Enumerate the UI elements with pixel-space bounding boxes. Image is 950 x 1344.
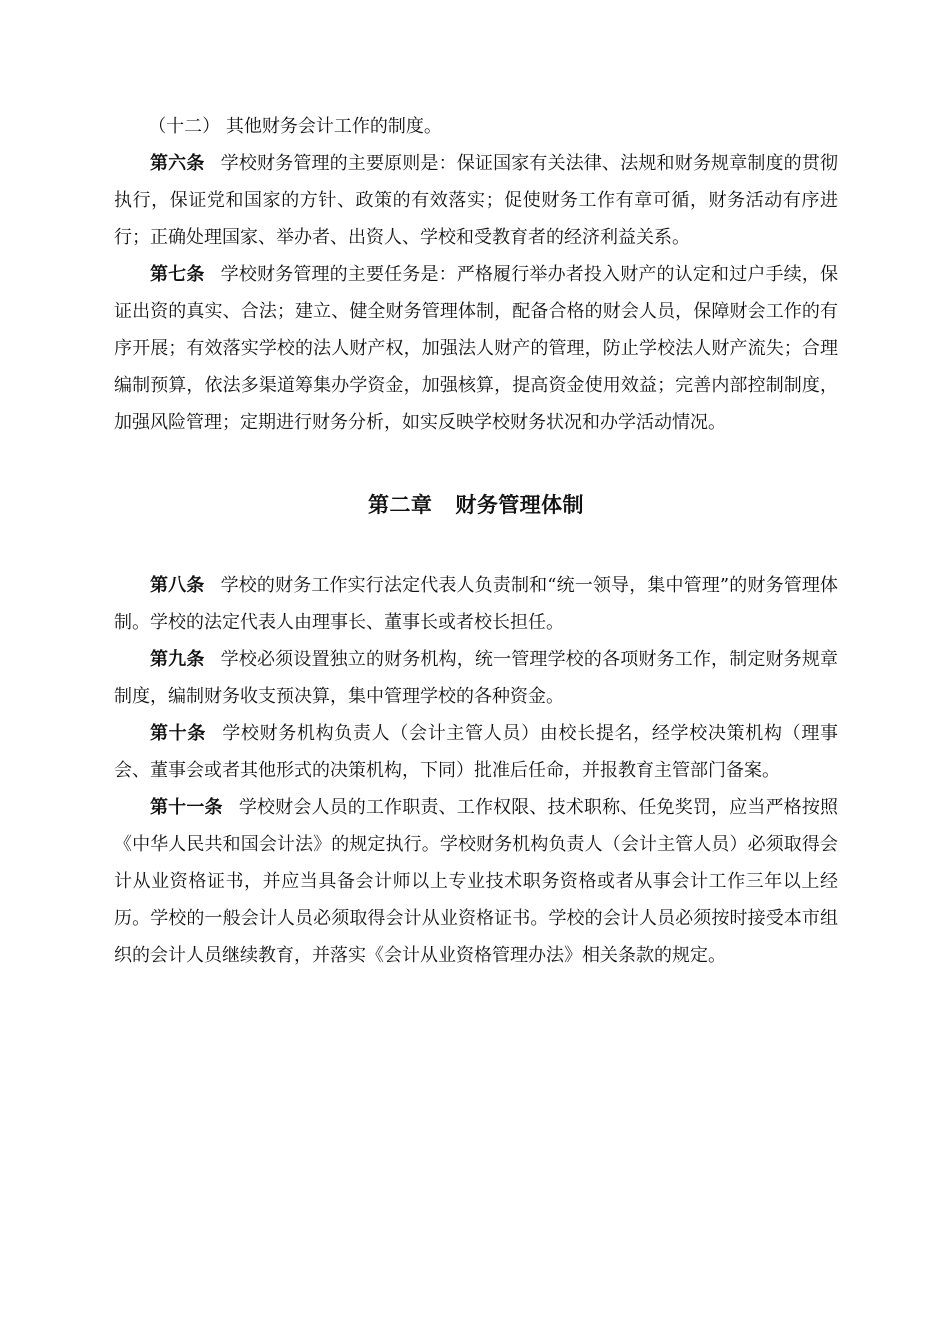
document-page <box>114 108 838 974</box>
article-6-paragraph <box>114 145 838 256</box>
article-9-label: 第九条 <box>150 649 205 670</box>
article-6-label: 第六条 <box>150 153 205 174</box>
chapter-heading <box>114 487 838 524</box>
item-12-paragraph: （十二） 其他财务会计工作的制度。 <box>148 116 442 137</box>
article-11-text: 学校财会人员的工作职责、工作权限、技术职称、任免奖罚，应当严格按照《中华人民共和国会计法》的规定执行。学校财务机构负责人（会计主管人员）必须取得会计从业资格证书，并应当具备会计师以上专业技术职务资格或者从事会计工作三年以上经历。学校的一般会计人员必须取得会计从业资格证书。学校的会计人员必须按时接受本市组织的会计人员继续教育，并落实《会计从业资格管理办法》相关条款的规定。 <box>114 797 839 966</box>
article-7-label: 第七条 <box>150 264 205 285</box>
chapter-title: 财务管理体制 <box>455 493 584 517</box>
article-6-text: 学校财务管理的主要原则是：保证国家有关法律、法规和财务规章制度的贯彻执行，保证党和国家的方针、政策的有效落实；促使财务工作有章可循，财务活动有序进行；正确处理国家、举办者、出资人、学校和受教育者的经济利益关系。 <box>114 153 838 248</box>
article-7-text: 学校财务管理的主要任务是：严格履行举办者投入财产的认定和过户手续，保证出资的真实、合法；建立、健全财务管理体制，配备合格的财会人员，保障财会工作的有序开展；有效落实学校的法人财产权，加强法人财产的管理，防止学校法人财产流失；合理编制预算，依法多渠道筹集办学资金，加强核算，提高资金使用效益；完善内部控制制度，加强风险管理；定期进行财务分析，如实反映学校财务状况和办学活动情况。 <box>114 264 838 433</box>
article-8-paragraph <box>114 567 838 641</box>
article-7-paragraph <box>114 256 838 441</box>
chapter-number: 第二章 <box>368 493 433 517</box>
article-9-paragraph <box>114 641 838 715</box>
article-10-paragraph <box>114 715 838 789</box>
article-10-text: 学校财务机构负责人（会计主管人员）由校长提名，经学校决策机构（理事会、董事会或者其他形式的决策机构，下同）批准后任命，并报教育主管部门备案。 <box>114 723 839 781</box>
article-11-label: 第十一条 <box>150 797 223 818</box>
article-11-paragraph <box>114 789 838 974</box>
article-8-label: 第八条 <box>150 575 205 596</box>
article-10-label: 第十条 <box>150 723 207 744</box>
article-9-text: 学校必须设置独立的财务机构，统一管理学校的各项财务工作，制定财务规章制度，编制财务收支预决算，集中管理学校的各种资金。 <box>114 649 838 707</box>
article-8-text: 学校的财务工作实行法定代表人负责制和“统一领导，集中管理”的财务管理体制。学校的法定代表人由理事长、董事长或者校长担任。 <box>114 575 839 633</box>
